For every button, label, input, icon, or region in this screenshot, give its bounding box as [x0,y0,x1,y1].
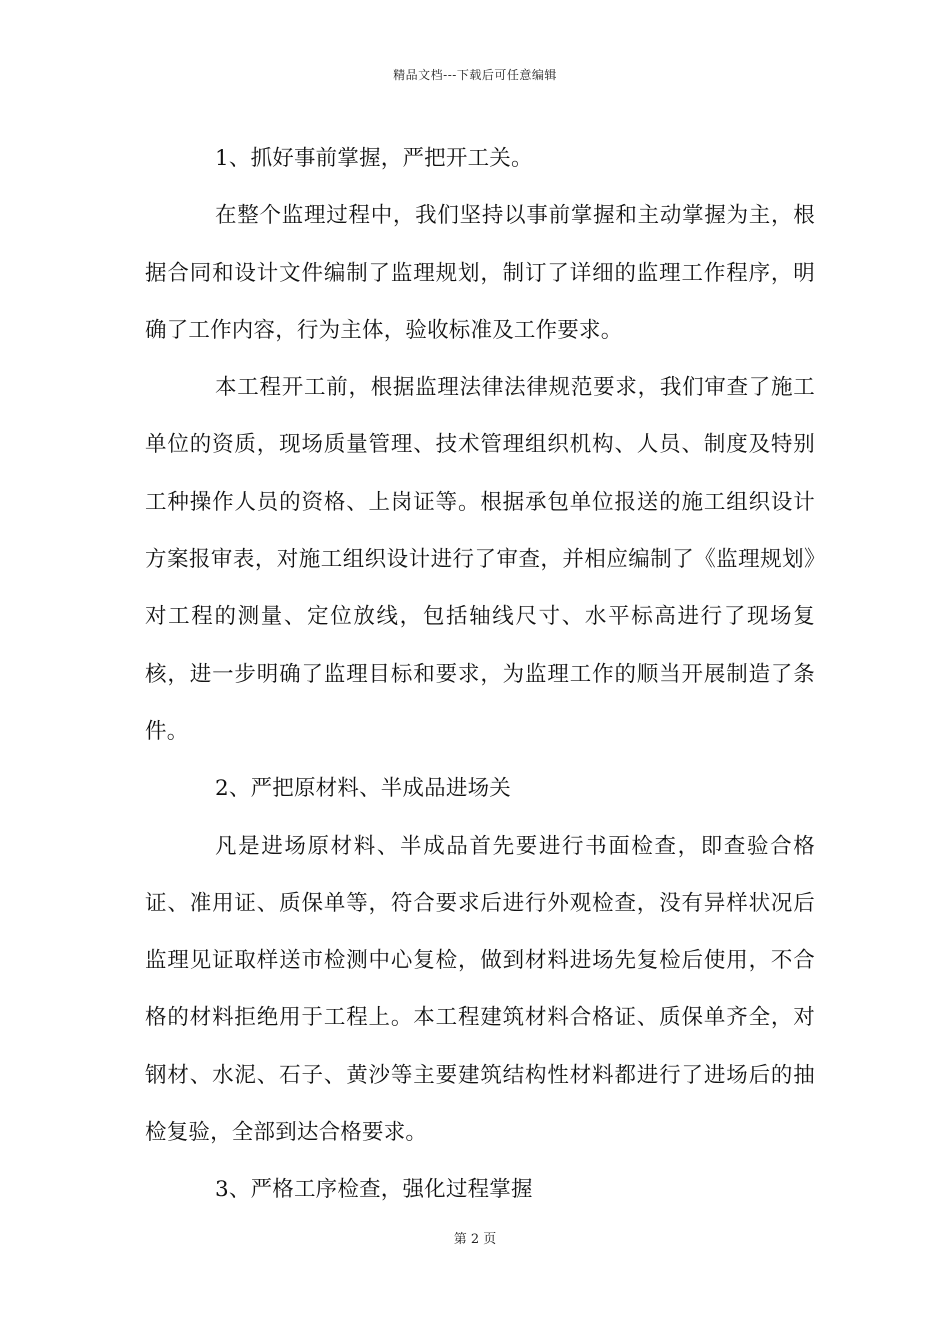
paragraph-2: 本工程开工前，根据监理法律法律规范要求，我们审查了施工单位的资质，现场质量管理、技术管理组织机构、人员、制度及特别工种操作人员的资格、上岗证等。根据承包单位报送的施工组织设计方案报审表，对施工组织设计进行了审查，并相应编制了《监理规划》对工程的测量、定位放线，包括轴线尺寸、水平标高进行了现场复核，进一步明确了监理目标和要求，为监理工作的顺当开展制造了条件。 [145,375,815,744]
paragraph-heading-2: 2、严把原材料、半成品进场关 [215,776,511,802]
document-body [145,130,815,1219]
page-number: 第 2 页 [453,1232,497,1247]
page-header: 精品文档---下载后可任意编辑 [393,68,557,82]
paragraph-1: 在整个监理过程中，我们坚持以事前掌握和主动掌握为主，根据合同和设计文件编制了监理规划，制订了详细的监理工作程序，明确了工作内容，行为主体，验收标准及工作要求。 [145,203,815,343]
paragraph-heading-3: 3、严格工序检查，强化过程掌握 [215,1177,533,1203]
paragraph-3: 凡是进场原材料、半成品首先要进行书面检查，即查验合格证、准用证、质保单等，符合要求后进行外观检查，没有异样状况后监理见证取样送市检测中心复检，做到材料进场先复检后使用，不合格的材料拒绝用于工程上。本工程建筑材料合格证、质保单齐全，对钢材、水泥、石子、黄沙等主要建筑结构性材料都进行了进场后的抽检复验，全部到达合格要求。 [145,833,815,1146]
paragraph-heading-1: 1、抓好事前掌握，严把开工关。 [215,146,533,171]
